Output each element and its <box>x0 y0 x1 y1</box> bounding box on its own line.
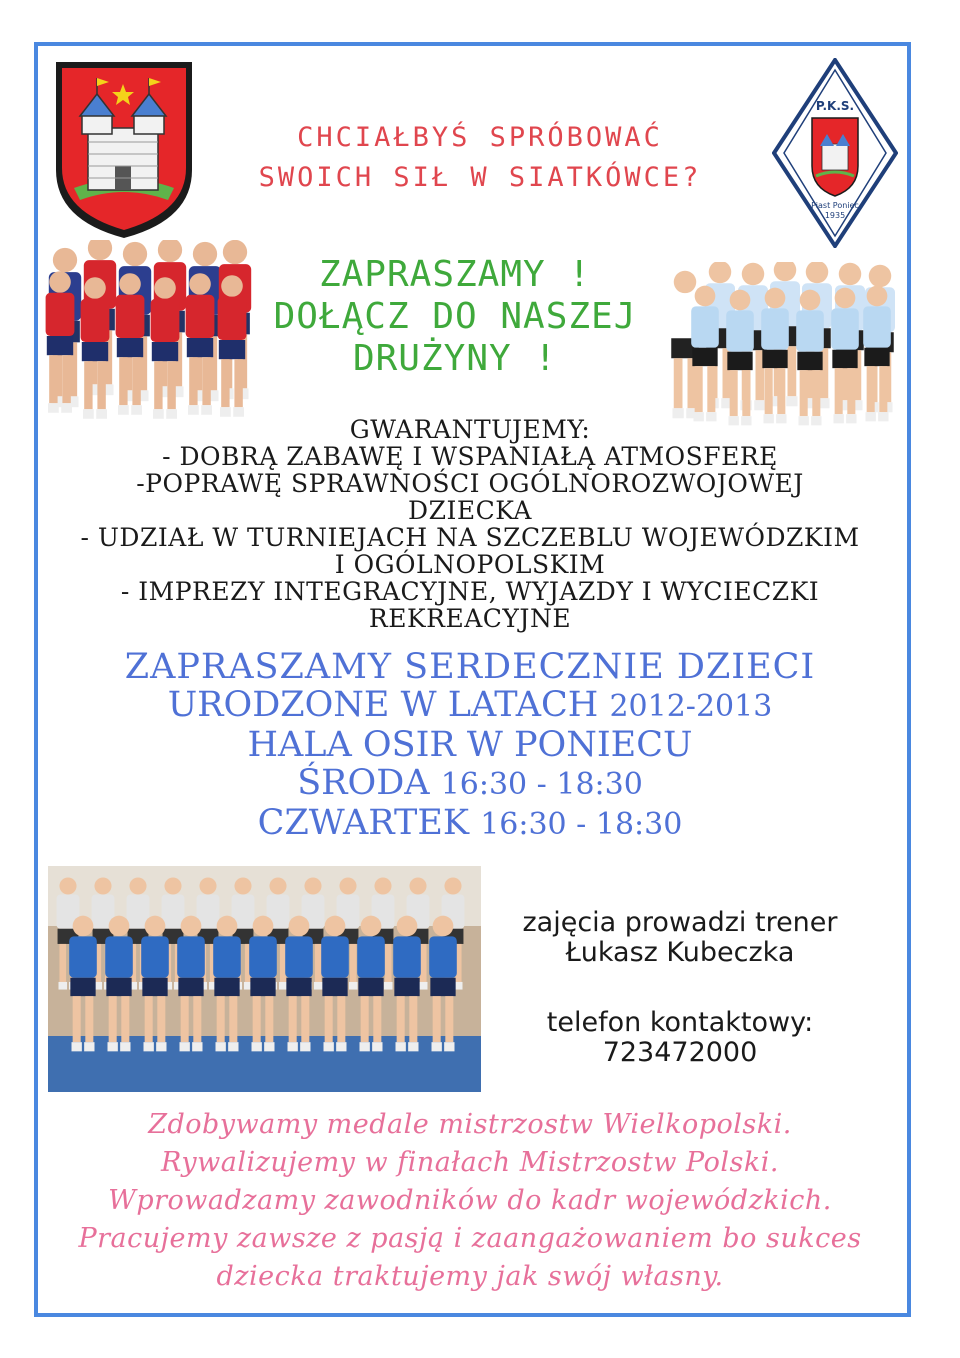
guarantee-line: - IMPREZY INTEGRACYJNE, WYJAZDY I WYCIECZKI <box>120 577 820 606</box>
schedule-line-1: ZAPRASZAMY SERDECZNIE DZIECI <box>124 647 816 687</box>
guarantees-heading: GWARANTUJEMY: <box>349 415 591 444</box>
guarantee-line: DZIECKA <box>408 496 532 525</box>
question-line-1: CHCIAŁBYŚ SPRÓBOWAĆ <box>297 122 663 153</box>
schedule-line-3: HALA OSIR W PONIECU <box>247 725 693 765</box>
club-badge-subtitle: Piast Poniec <box>811 201 859 210</box>
question-heading <box>200 118 760 198</box>
coach-name: Łukasz Kubeczka <box>565 937 795 968</box>
club-badge-name: P.K.S. <box>815 99 855 113</box>
guarantee-line: - DOBRĄ ZABAWĘ I WSPANIAŁĄ ATMOSFERĘ <box>162 442 778 471</box>
achievement-line: dziecka traktujemy jak swój własny. <box>216 1261 724 1292</box>
boys-team-photo <box>40 240 260 435</box>
achievement-line: Pracujemy zawsze z pasją i zaangażowaniem bo sukces <box>78 1223 862 1254</box>
club-badge-logo <box>772 58 898 248</box>
achievement-line: Wprowadzamy zawodników do kadr wojewódzkich. <box>108 1185 832 1216</box>
invite-line-2: DOŁĄCZ DO NASZEJ <box>273 296 637 337</box>
guarantee-line: -POPRAWĘ SPRAWNOŚCI OGÓLNOROZWOJOWEJ <box>136 469 804 498</box>
schedule-line-2: URODZONE W LATACH 2012-2013 <box>167 685 773 725</box>
group-photo <box>48 866 481 1092</box>
phone-label: telefon kontaktowy: <box>546 1007 814 1038</box>
schedule-line-4: ŚRODA 16:30 - 18:30 <box>297 763 643 803</box>
invite-line-1: ZAPRASZAMY ! <box>318 254 592 295</box>
guarantee-line: REKREACYJNE <box>368 604 572 633</box>
club-badge-year: 1935 <box>824 211 846 220</box>
guarantees-section <box>40 416 900 632</box>
girls-team-photo <box>665 262 905 437</box>
guarantee-line: - UDZIAŁ W TURNIEJACH NA SZCZEBLU WOJEWÓDZKIM <box>80 523 860 552</box>
guarantee-line: I OGÓLNOPOLSKIM <box>334 550 606 579</box>
achievement-line: Zdobywamy medale mistrzostw Wielkopolski. <box>148 1109 792 1140</box>
schedule-section <box>40 648 900 844</box>
contact-section <box>500 908 860 1068</box>
invite-heading <box>250 254 660 380</box>
coat-of-arms-logo <box>52 58 196 240</box>
question-line-2: SWOICH SIŁ W SIATKÓWCE? <box>258 162 702 193</box>
schedule-line-5: CZWARTEK 16:30 - 18:30 <box>257 803 683 843</box>
achievements-section <box>40 1106 900 1296</box>
coach-line-1: zajęcia prowadzi trener <box>522 907 838 938</box>
phone-number: 723472000 <box>602 1037 758 1068</box>
achievement-line: Rywalizujemy w finałach Mistrzostw Polski. <box>161 1147 779 1178</box>
invite-line-3: DRUŻYNY ! <box>352 338 558 379</box>
